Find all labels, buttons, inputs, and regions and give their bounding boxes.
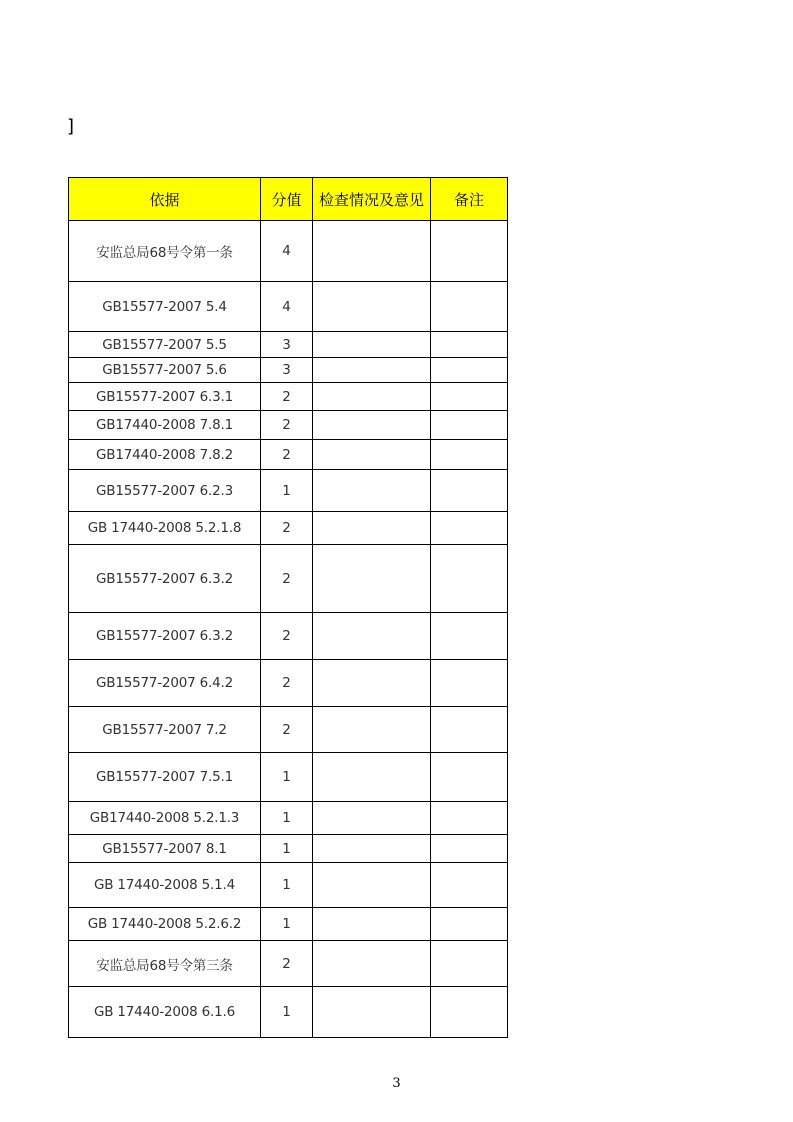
remarks-cell[interactable] — [431, 613, 508, 660]
score-cell: 2 — [261, 707, 313, 753]
inspection-cell[interactable] — [313, 221, 431, 282]
score-cell: 2 — [261, 440, 313, 470]
score-cell: 1 — [261, 835, 313, 863]
score-cell: 1 — [261, 753, 313, 802]
inspection-cell[interactable] — [313, 660, 431, 707]
remarks-cell[interactable] — [431, 383, 508, 411]
remarks-cell[interactable] — [431, 221, 508, 282]
remarks-cell[interactable] — [431, 358, 508, 383]
table-row — [69, 908, 508, 941]
score-cell: 2 — [261, 512, 313, 545]
remarks-cell[interactable] — [431, 411, 508, 440]
inspection-cell[interactable] — [313, 512, 431, 545]
basis-cell: GB17440-2008 5.2.1.3 — [69, 802, 261, 835]
table-row — [69, 383, 508, 411]
remarks-cell[interactable] — [431, 545, 508, 613]
remarks-cell[interactable] — [431, 512, 508, 545]
bracket-mark: ] — [67, 116, 75, 137]
inspection-cell[interactable] — [313, 440, 431, 470]
score-cell: 2 — [261, 545, 313, 613]
remarks-cell[interactable] — [431, 802, 508, 835]
score-cell: 1 — [261, 802, 313, 835]
score-cell: 2 — [261, 411, 313, 440]
header-row — [69, 178, 508, 221]
basis-cell: GB15577-2007 8.1 — [69, 835, 261, 863]
table-row — [69, 707, 508, 753]
score-cell: 4 — [261, 282, 313, 332]
header-basis: 依据 — [69, 178, 261, 221]
basis-cell: GB15577-2007 6.2.3 — [69, 470, 261, 512]
table-row — [69, 835, 508, 863]
score-cell: 2 — [261, 383, 313, 411]
basis-cell: GB17440-2008 7.8.1 — [69, 411, 261, 440]
remarks-cell[interactable] — [431, 707, 508, 753]
table-row — [69, 987, 508, 1038]
inspection-cell[interactable] — [313, 707, 431, 753]
header-inspection: 检查情况及意见 — [313, 178, 431, 221]
inspection-cell[interactable] — [313, 332, 431, 358]
basis-cell: GB15577-2007 7.2 — [69, 707, 261, 753]
inspection-cell[interactable] — [313, 282, 431, 332]
table-row — [69, 660, 508, 707]
score-cell: 1 — [261, 908, 313, 941]
basis-cell: GB15577-2007 7.5.1 — [69, 753, 261, 802]
table-row — [69, 411, 508, 440]
inspection-cell[interactable] — [313, 753, 431, 802]
table-row — [69, 545, 508, 613]
header-remarks: 备注 — [431, 178, 508, 221]
basis-cell: GB15577-2007 5.4 — [69, 282, 261, 332]
basis-cell: GB15577-2007 6.3.2 — [69, 613, 261, 660]
table-row — [69, 470, 508, 512]
inspection-cell[interactable] — [313, 835, 431, 863]
score-cell: 2 — [261, 660, 313, 707]
basis-cell: GB15577-2007 6.3.2 — [69, 545, 261, 613]
remarks-cell[interactable] — [431, 863, 508, 908]
inspection-table — [68, 177, 508, 1038]
remarks-cell[interactable] — [431, 470, 508, 512]
table-row — [69, 358, 508, 383]
score-cell: 4 — [261, 221, 313, 282]
remarks-cell[interactable] — [431, 660, 508, 707]
basis-cell: GB 17440-2008 5.2.1.8 — [69, 512, 261, 545]
basis-cell: GB17440-2008 7.8.2 — [69, 440, 261, 470]
score-cell: 1 — [261, 987, 313, 1038]
remarks-cell[interactable] — [431, 440, 508, 470]
basis-cell: GB15577-2007 6.4.2 — [69, 660, 261, 707]
basis-cell: GB15577-2007 5.5 — [69, 332, 261, 358]
table-row — [69, 941, 508, 987]
inspection-cell[interactable] — [313, 613, 431, 660]
inspection-cell[interactable] — [313, 987, 431, 1038]
table-row — [69, 863, 508, 908]
basis-cell: GB15577-2007 6.3.1 — [69, 383, 261, 411]
inspection-cell[interactable] — [313, 411, 431, 440]
score-cell: 3 — [261, 332, 313, 358]
table-row — [69, 440, 508, 470]
score-cell: 1 — [261, 863, 313, 908]
basis-cell: GB 17440-2008 6.1.6 — [69, 987, 261, 1038]
header-score: 分值 — [261, 178, 313, 221]
inspection-cell[interactable] — [313, 908, 431, 941]
remarks-cell[interactable] — [431, 332, 508, 358]
inspection-cell[interactable] — [313, 358, 431, 383]
remarks-cell[interactable] — [431, 753, 508, 802]
table-row — [69, 802, 508, 835]
basis-cell: 安监总局68号令第三条 — [69, 941, 261, 987]
score-cell: 2 — [261, 941, 313, 987]
remarks-cell[interactable] — [431, 941, 508, 987]
table-row — [69, 282, 508, 332]
table-row — [69, 753, 508, 802]
inspection-cell[interactable] — [313, 545, 431, 613]
table-row — [69, 613, 508, 660]
score-cell: 1 — [261, 470, 313, 512]
remarks-cell[interactable] — [431, 987, 508, 1038]
inspection-cell[interactable] — [313, 802, 431, 835]
basis-cell: GB 17440-2008 5.2.6.2 — [69, 908, 261, 941]
table-row — [69, 332, 508, 358]
score-cell: 2 — [261, 613, 313, 660]
basis-cell: GB 17440-2008 5.1.4 — [69, 863, 261, 908]
remarks-cell[interactable] — [431, 908, 508, 941]
score-cell: 3 — [261, 358, 313, 383]
table-row — [69, 512, 508, 545]
basis-cell: GB15577-2007 5.6 — [69, 358, 261, 383]
basis-cell: 安监总局68号令第一条 — [69, 221, 261, 282]
inspection-cell[interactable] — [313, 383, 431, 411]
remarks-cell[interactable] — [431, 835, 508, 863]
inspection-cell[interactable] — [313, 470, 431, 512]
page-number: 3 — [392, 1076, 401, 1091]
inspection-cell[interactable] — [313, 941, 431, 987]
remarks-cell[interactable] — [431, 282, 508, 332]
inspection-cell[interactable] — [313, 863, 431, 908]
table-row — [69, 221, 508, 282]
